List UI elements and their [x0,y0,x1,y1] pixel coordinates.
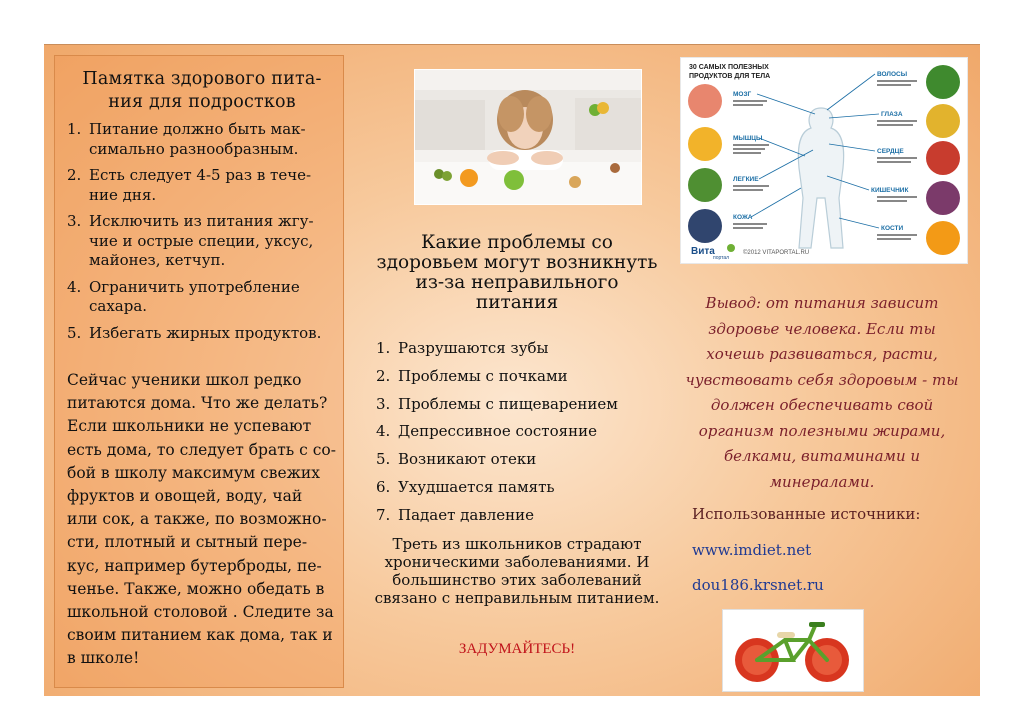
item-text: Исключить из питания жгу-чие и острые специи, уксус, майонез, кетчуп. [89,212,314,269]
source-link-imdiet[interactable]: www.imdiet.net [692,541,812,559]
item-text: Возникают отеки [398,450,537,469]
brochure-sheet [44,44,980,696]
vita-logo: Вита [691,246,715,257]
middle-title: Какие проблемы со здоровьем могут возникнуть из-за неправильного питания [376,232,658,313]
label-hair: ВОЛОСЫ [877,71,908,78]
item-text: Проблемы с пищеварением [398,394,618,413]
healthy-foods-infographic [680,57,968,264]
item-text: Депрессивное состояние [398,422,597,441]
item-text: Падает давление [398,505,535,524]
infographic-title-1: 30 САМЫХ ПОЛЕЗНЫХ [689,64,769,71]
sources-title: Использованные источники: [692,505,921,523]
list-item [67,120,337,159]
list-item [376,395,662,413]
list-item [376,422,662,440]
infographic-title-2: ПРОДУКТОВ ДЛЯ ТЕЛА [689,73,771,80]
middle-paragraph: Треть из школьников страдают хроническими заболеваниями. И большинство этих заболеваний связано с неправильным питанием. [374,535,660,607]
source-link-krsnet[interactable]: dou186.krsnet.ru [692,576,824,594]
problems-list [376,339,662,534]
item-number: 3. [376,394,391,413]
item-text: Питание должно быть мак-симально разнообразным. [89,120,306,158]
item-text: Ограничить употребление сахара. [89,277,300,315]
item-number: 5. [67,323,82,342]
girl-with-fruits-image [414,69,642,205]
list-item [67,212,337,271]
item-text: Разрушаются зубы [398,339,549,357]
list-item [376,478,662,496]
item-text: Ухудшается память [398,477,555,496]
left-panel [54,55,344,688]
item-number: 4. [376,422,391,441]
item-number: 3. [67,212,82,230]
list-item [376,339,662,357]
item-number: 7. [376,505,391,524]
list-item [67,166,337,205]
item-number: 5. [376,450,391,469]
warning-text: ЗАДУМАЙТЕСЬ! [458,641,576,657]
item-text: Есть следует 4-5 раз в тече-ние дня. [89,166,312,204]
label-eyes: ГЛАЗА [881,111,903,118]
label-heart: СЕРДЦЕ [877,148,904,155]
conclusion-text: Вывод: от питания зависит здоровье человека. Если ты хочешь развиваться, расти, чувствовать себя здоровым - ты должен обеспечивать свой организм полезными жирами, белками, витаминами и минералами. [685,294,959,491]
item-number: 4. [67,277,82,296]
list-item [376,506,662,524]
vegetable-bicycle-image [722,609,864,692]
label-bones: КОСТИ [881,225,904,232]
item-number: 2. [67,166,82,184]
right-panel [674,45,980,696]
list-item [67,324,337,344]
item-number: 1. [376,339,391,357]
item-text: Проблемы с почками [398,366,568,385]
item-number: 1. [67,120,82,138]
left-paragraph: Сейчас ученики школ редко питаются дома. Что же делать? Если школьники не успевают есть дома, то следует брать с со-бой в школу максимум свежих фруктов и овощей, воду, чай или сок, а также, по возможно-сти, плотный и сытный пере-кус, например бутерброды, пе-ченье. Также, можно обедать в школьной столовой . Следите за своим питанием как дома, так и в школе! [67,371,336,668]
item-text: Избегать жирных продуктов. [89,323,322,342]
item-number: 2. [376,366,391,385]
label-skin: КОЖА [733,214,753,221]
label-intestine: КИШЕЧНИК [871,187,909,194]
infographic-copyright: ©2012 VITAPORTAL.RU [743,250,810,256]
middle-panel [374,45,664,696]
tips-list [67,120,337,343]
list-item [376,450,662,468]
left-title: Памятка здорового пита-ния для подростков [82,69,322,112]
label-brain: МОЗГ [733,91,752,98]
item-number: 6. [376,477,391,496]
vita-logo-sub: портал [713,255,730,261]
label-muscles: МЫШЦЫ [733,135,763,142]
list-item [67,278,337,317]
label-lungs: ЛЕГКИЕ [733,176,759,183]
list-item [376,367,662,385]
